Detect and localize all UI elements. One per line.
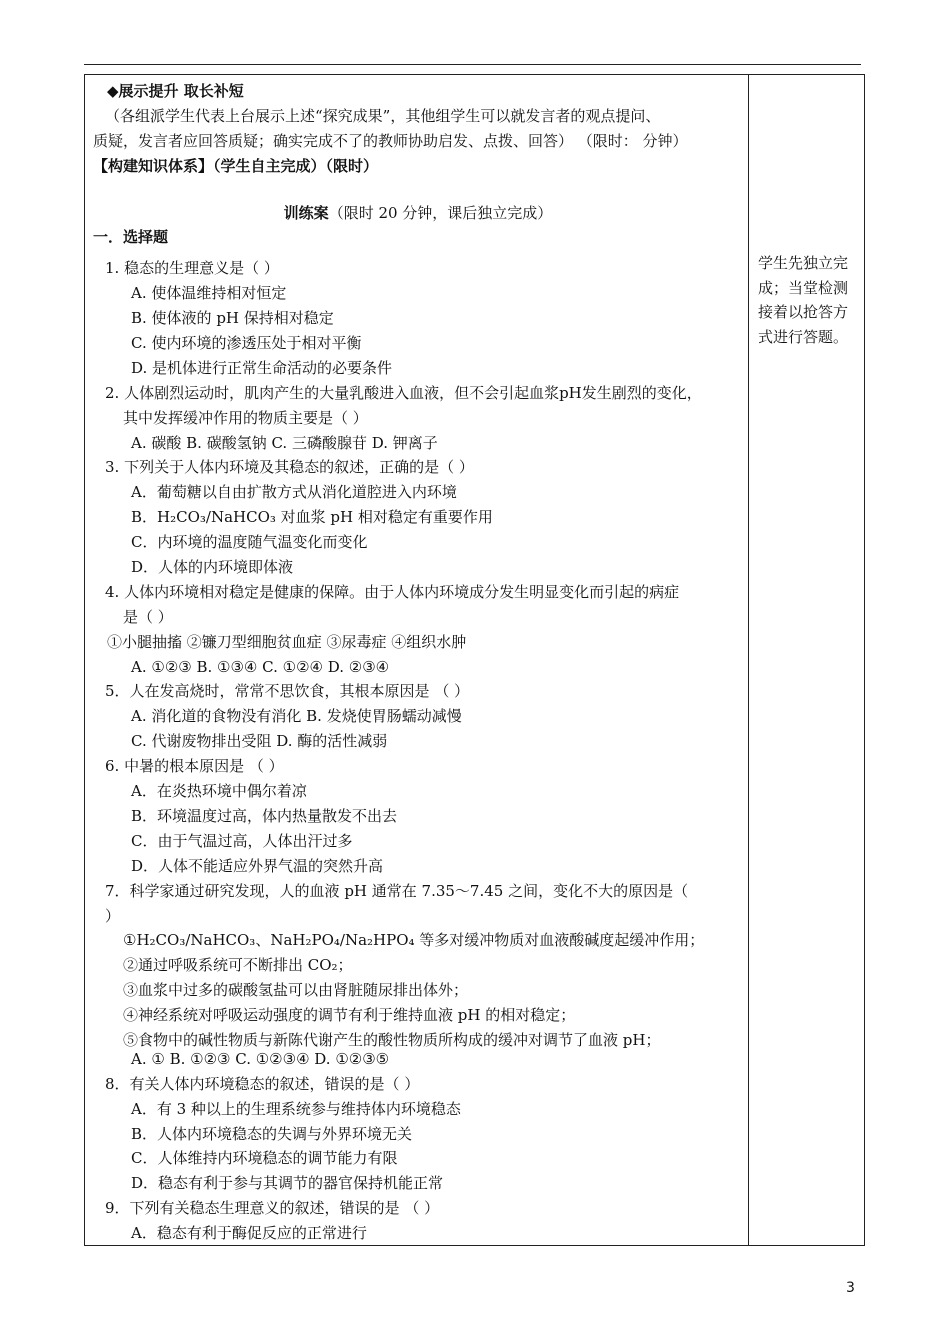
- section-heading: 一．选择题: [93, 228, 169, 247]
- showcase-text-1: （各组派学生代表上台展示上述“探究成果”，其他组学生可以就发言者的观点提问、: [105, 106, 661, 125]
- q3-option-d: D．人体的内环境即体液: [131, 558, 294, 577]
- build-knowledge-label: 【构建知识体系】: [93, 156, 214, 175]
- q3-option-a: A．葡萄糖以自由扩散方式从消化道腔进入内环境: [131, 483, 457, 502]
- q1-stem: 1. 稳态的生理意义是（ ）: [105, 259, 279, 278]
- column-divider: [748, 75, 749, 1245]
- q6-stem: 6. 中暑的根本原因是 （ ）: [105, 757, 284, 776]
- q4-stem-2: 是（ ）: [123, 607, 173, 626]
- q7-stem-2: ）: [105, 906, 121, 925]
- q2-stem-1: 2. 人体剧烈运动时，肌肉产生的大量乳酸进入血液，但不会引起血浆pH发生剧烈的变化，: [105, 383, 702, 402]
- q1-option-d: D. 是机体进行正常生命活动的必要条件: [131, 358, 393, 377]
- q7-item-2: ②通过呼吸系统可不断排出 CO₂；: [123, 956, 353, 975]
- q8-option-c: C．人体维持内环境稳态的调节能力有限: [131, 1149, 398, 1168]
- training-title-rest: （限时 20 分钟，课后独立完成）: [328, 203, 553, 222]
- q2-options: A. 碳酸 B. 碳酸氢钠 C. 三磷酸腺苷 D. 钾离子: [131, 433, 438, 452]
- q4-stem-1: 4. 人体内环境相对稳定是健康的保障。由于人体内环境成分发生明显变化而引起的病症: [105, 582, 680, 601]
- q7-item-5: ⑤食物中的碱性物质与新陈代谢产生的酸性物质所构成的缓冲对调节了血液 pH；: [123, 1030, 661, 1049]
- q7-item-3: ③血浆中过多的碳酸氢盐可以由肾脏随尿排出体外；: [123, 981, 469, 1000]
- q8-option-a: A．有 3 种以上的生理系统参与维持体内环境稳态: [131, 1099, 461, 1118]
- main-column: [93, 79, 743, 1246]
- header-rule: [84, 64, 861, 65]
- worksheet-table: [84, 74, 865, 1246]
- q6-option-b: B．环境温度过高，体内热量散发不出去: [131, 806, 398, 825]
- q5-options-cd: C. 代谢废物排出受阻 D. 酶的活性减弱: [131, 732, 388, 751]
- q5-options-ab: A. 消化道的食物没有消化 B. 发烧使胃肠蠕动减慢: [131, 707, 462, 726]
- q3-stem: 3. 下列关于人体内环境及其稳态的叙述，正确的是（ ）: [105, 458, 474, 477]
- build-knowledge-rest: （学生自主完成）（限时）: [213, 156, 379, 175]
- q7-item-4: ④神经系统对呼吸运动强度的调节有利于维持血液 pH 的相对稳定；: [123, 1006, 576, 1025]
- q1-option-b: B. 使体液的 pH 保持相对稳定: [131, 309, 334, 328]
- q4-options: A. ①②③ B. ①③④ C. ①②④ D. ②③④: [131, 657, 390, 676]
- q6-option-c: C．由于气温过高，人体出汗过多: [131, 831, 353, 850]
- q3-option-b: B．H₂CO₃/NaHCO₃ 对血浆 pH 相对稳定有重要作用: [131, 508, 493, 527]
- q1-option-c: C. 使内环境的渗透压处于相对平衡: [131, 334, 362, 353]
- q2-stem-2: 其中发挥缓冲作用的物质主要是（ ）: [123, 408, 368, 427]
- q4-items: ①小腿抽搐 ②镰刀型细胞贫血症 ③尿毒症 ④组织水肿: [107, 632, 467, 651]
- q8-stem: 8．有关人体内环境稳态的叙述，错误的是（ ）: [105, 1074, 420, 1093]
- showcase-text-2: 质疑，发言者应回答质疑；确实完成不了的教师协助启发、点拨、回答） （限时： 分钟）: [93, 131, 688, 150]
- q9-stem: 9．下列有关稳态生理意义的叙述，错误的是 （ ）: [105, 1199, 440, 1218]
- q8-option-d: D．稳态有利于参与其调节的器官保持机能正常: [131, 1174, 444, 1193]
- q7-stem-1: 7．科学家通过研究发现，人的血液 pH 通常在 7.35～7.45 之间，变化不大的原因是（: [105, 881, 689, 900]
- training-title: [93, 201, 743, 226]
- q6-option-d: D．人体不能适应外界气温的突然升高: [131, 856, 384, 875]
- q9-option-a: A．稳态有利于酶促反应的正常进行: [131, 1224, 367, 1243]
- training-title-bold: 训练案: [283, 203, 329, 222]
- build-knowledge-line: [93, 154, 743, 179]
- q8-option-b: B．人体内环境稳态的失调与外界环境无关: [131, 1124, 413, 1143]
- q3-option-c: C．内环境的温度随气温变化而变化: [131, 533, 368, 552]
- side-note: 学生先独立完 成；当堂检测 接着以抢答方 式进行答题。: [758, 254, 849, 346]
- q5-stem: 5．人在发高烧时，常常不思饮食，其根本原因是 （ ）: [105, 682, 470, 701]
- q1-option-a: A. 使体温维持相对恒定: [131, 284, 287, 303]
- q7-item-1: ①H₂CO₃/NaHCO₃、NaH₂PO₄/Na₂HPO₄ 等多对缓冲物质对血液酸碱度起缓冲作用；: [123, 931, 705, 950]
- showcase-title: ◆展示提升 取长补短: [107, 82, 244, 100]
- page-number: 3: [846, 1280, 855, 1296]
- q6-option-a: A．在炎热环境中偶尔着凉: [131, 782, 307, 801]
- q7-options: A. ① B. ①②③ C. ①②③④ D. ①②③⑤: [131, 1049, 390, 1068]
